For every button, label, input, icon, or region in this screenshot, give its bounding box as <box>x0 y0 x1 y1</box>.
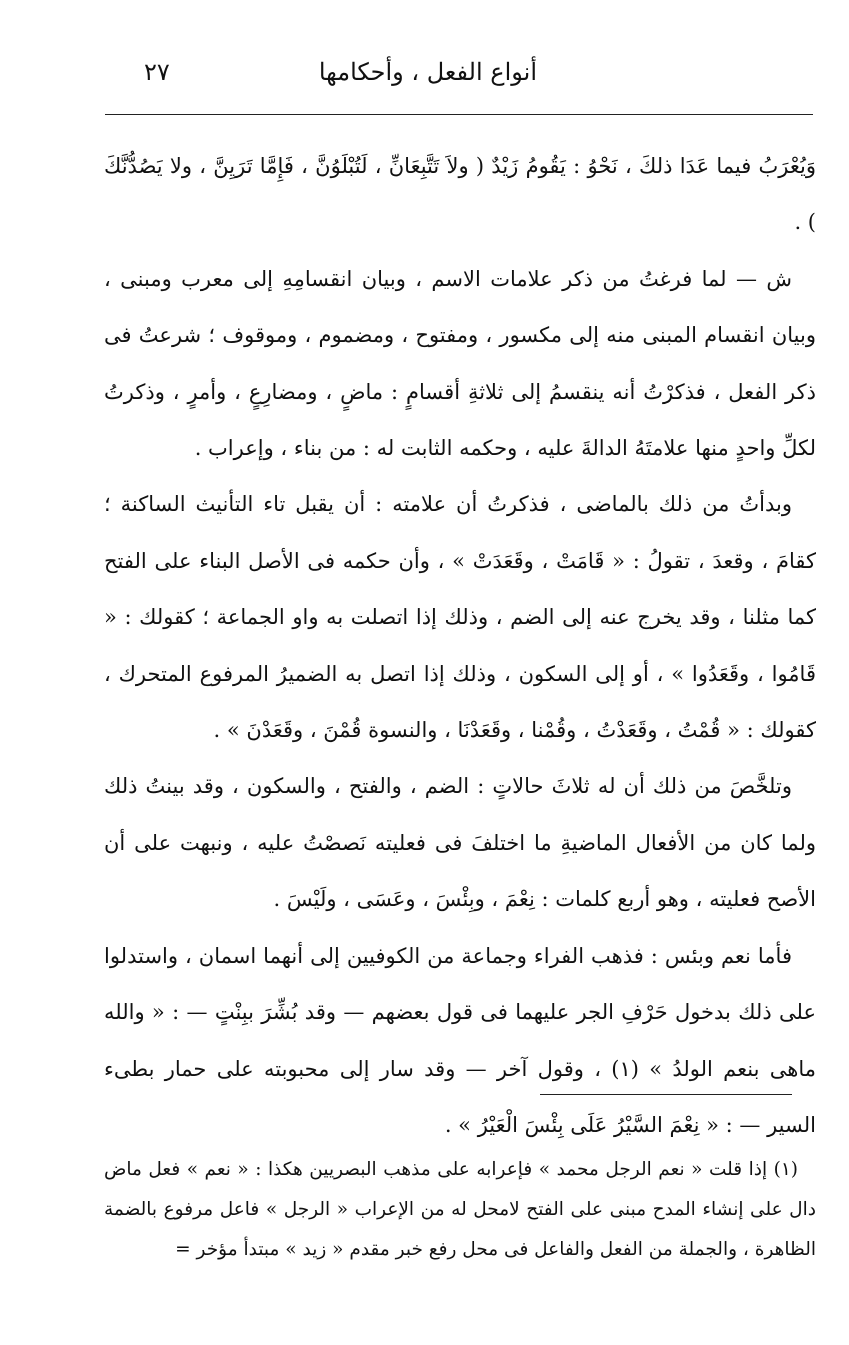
header-divider <box>105 114 813 115</box>
paragraph: وَيُعْرَبُ فيما عَدَا ذلكَ ، نَحْوُ : يَقُومُ زَيْدٌ ( ولاَ تَتَّبِعَانِّ ، لَتُبْلَوُنَّ ، فَإِمَّا تَرَيِنَّ ، ولا يَصُدُّنَّكَ ) . <box>104 154 816 235</box>
main-text <box>104 138 816 1153</box>
running-title: أنواع الفعل ، وأحكامها <box>318 58 537 86</box>
running-header <box>100 52 807 100</box>
paragraph: وبدأتُ من ذلك بالماضى ، فذكرتُ أن علامته : أن يقبل تاء التأنيث الساكنة ؛ كقامَ ، وقعدَ ، تقولُ : « قَامَتْ ، وقَعَدَتْ » ، وأن حكمه فى الأصل البناء على الفتح كما مثلنا ، وقد يخرج عنه إلى الضم ، وذلك إذا اتصلت به واو الجماعة ؛ كقولك : « قَامُوا ، وقَعَدُوا » ، أو إلى السكون ، وذلك إذا اتصل به الضميرُ المرفوع المتحرك ، كقولك : « قُمْتُ ، وقَعَدْتُ ، وقُمْنا ، وقَعَدْنَا ، والنسوة قُمْنَ ، وقَعَدْنَ » . <box>104 492 816 743</box>
footnote <box>104 1150 816 1270</box>
paragraph: فأما نعم وبئس : فذهب الفراء وجماعة من الكوفيين إلى أنهما اسمان ، واستدلوا على ذلك بدخول حَرْفِ الجر عليهما فى قول بعضهم — وقد بُشِّرَ ببِنْتٍ — : « والله ماهى بنعم الولدُ » (١) ، وقول آخر — وقد سار إلى محبوبته على حمار بطىء السير — : « نِعْمَ السَّيْرُ عَلَى بِئْسَ الْعَيْرُ » . <box>104 943 816 1137</box>
paragraph: ش — لما فرغتُ من ذكر علامات الاسم ، وبيان انقسامِهِ إلى معرب ومبنى ، وبيان انقسام المبنى منه إلى مكسور ، ومفتوح ، ومضموم ، وموقوف ؛ شرعتُ فى ذكر الفعل ، فذكرْتُ أنه ينقسمُ إلى ثلاثةِ أقسامٍ : ماضٍ ، ومضارِعٍ ، وأمرٍ ، وذكرتُ لكلِّ واحدٍ منها علامتَهُ الدالةَ عليه ، وحكمه الثابت له : من بناء ، وإعراب . <box>104 266 816 461</box>
paragraph: وتلخَّصَ من ذلك أن له ثلاثَ حالاتٍ : الضم ، والفتح ، والسكون ، وقد بينتُ ذلك ولما كان من الأفعال الماضيةِ ما اختلفَ فى فعليته نَصصْتُ عليه ، ونبهت على أن الأصح فعليته ، وهو أربع كلمات : نِعْمَ ، وبِئْسَ ، وعَسَى ، ولَيْسَ . <box>104 774 816 912</box>
footnote-text: (١) إذا قلت « نعم الرجل محمد » فإعرابه على مذهب البصريين هكذا : « نعم » فعل ماض دال على إنشاء المدح مبنى على الفتح لامحل له من الإعراب « الرجل » فاعل مرفوع بالضمة الظاهرة ، والجملة من الفعل والفاعل فى محل رفع خبر مقدم « زيد » مبتدأ مؤخر = <box>104 1159 816 1260</box>
footnote-divider <box>540 1094 792 1095</box>
page-number: ٢٧ <box>144 58 170 86</box>
